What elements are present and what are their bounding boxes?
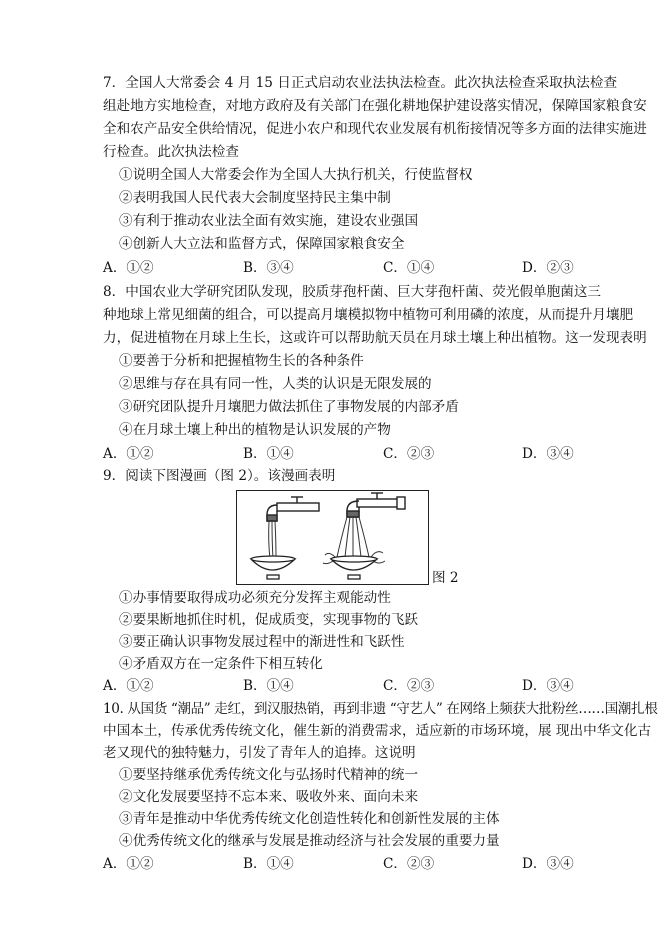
q10-statement-4: ④优秀传统文化的继承与发展是推动经济与社会发展的重要力量 xyxy=(119,833,500,849)
q8-statement-4: ④在月球土壤上种出的植物是认识发展的产物 xyxy=(119,422,391,438)
q8-choice-b[interactable]: B．①④ xyxy=(243,446,294,462)
q8-choice-d[interactable]: D．③④ xyxy=(522,446,574,462)
q7-statement-1: ①说明全国人大常委会作为全国人大执行机关，行使监督权 xyxy=(119,167,473,183)
q10-choice-c[interactable]: C．②③ xyxy=(383,856,435,872)
q9-choice-d[interactable]: D．③④ xyxy=(522,678,574,694)
q7-choice-c[interactable]: C．①④ xyxy=(383,260,435,276)
q9-stem-line-1: 9．阅读下图漫画（图 2）。该漫画表明 xyxy=(103,468,336,484)
figure-caption: 图 2 xyxy=(432,570,459,586)
right-faucet-icon xyxy=(347,493,405,517)
q10-statement-1: ①要坚持继承优秀传统文化与弘扬时代精神的统一 xyxy=(119,767,419,783)
q7-statement-2: ②表明我国人民代表大会制度坚持民主集中制 xyxy=(119,190,391,206)
q10-stem-line-2: 中国本土，传承优秀传统文化，催生新的消费需求，适应新的市场环境，展 现出中华文化古 xyxy=(103,723,652,739)
q7-choice-b[interactable]: B．③④ xyxy=(243,260,294,276)
q8-stem-line-2: 种地球上常见细菌的组合，可以提高月壤模拟物中植物可利用磷的浓度，从而提升月壤肥 xyxy=(103,307,634,323)
q7-stem-line-4: 行检查。此次执法检查 xyxy=(103,144,239,160)
q9-statement-4: ④矛盾双方在一定条件下相互转化 xyxy=(119,656,323,672)
q10-choice-d[interactable]: D．③④ xyxy=(522,856,574,872)
left-bowl-icon xyxy=(251,556,295,579)
q8-choices xyxy=(103,444,583,464)
q8-stem-line-3: 力，促进植物在月球上生长，这或许可以帮助航天员在月球土壤上种出植物。这一发现表明 xyxy=(103,330,647,346)
q10-stem-line-1: 10. 从国货 “潮品” 走红，到汉服热销，再到非遗 “守艺人” 在网络上频获大批粉丝……国潮扎根 xyxy=(103,701,658,717)
q10-choices xyxy=(103,854,583,874)
q7-stem-line-3: 全和农产品安全供给情况，促进小农户和现代农业发展有机衔接情况等多方面的法律实施进 xyxy=(103,121,647,137)
q10-statement-2: ②文化发展要坚持不忘本来、吸收外来、面向未来 xyxy=(119,789,419,805)
q8-choice-a[interactable]: A．①② xyxy=(103,446,154,462)
left-water-stream-icon xyxy=(269,521,276,559)
q7-choice-a[interactable]: A．①② xyxy=(103,260,154,276)
q7-stem-line-2: 组赴地方实地检查，对地方政府及有关部门在强化耕地保护建设落实情况，保障国家粮食安 xyxy=(103,98,647,114)
q9-statement-2: ②要果断地抓住时机，促成质变，实现事物的飞跃 xyxy=(119,612,419,628)
q10-choice-b[interactable]: B．①④ xyxy=(243,856,294,872)
q10-choice-a[interactable]: A．①② xyxy=(103,856,154,872)
right-bowl-icon xyxy=(331,556,377,579)
q8-choice-c[interactable]: C．②③ xyxy=(383,446,435,462)
q7-choice-d[interactable]: D．②③ xyxy=(522,260,574,276)
q9-choice-a[interactable]: A．①② xyxy=(103,678,154,694)
q7-statement-4: ④创新人大立法和监督方式，保障国家粮食安全 xyxy=(119,236,405,252)
q9-statement-1: ①办事情要取得成功必须充分发挥主观能动性 xyxy=(119,590,391,606)
cartoon-illustration xyxy=(237,491,428,584)
q8-stem-line-1: 8．中国农业大学研究团队发现，胶质芽孢杆菌、巨大芽孢杆菌、荧光假单胞菌这三 xyxy=(103,284,602,300)
q8-statement-2: ②思维与存在具有同一性，人类的认识是无限发展的 xyxy=(119,376,432,392)
q9-choices xyxy=(103,676,583,696)
left-faucet-icon xyxy=(267,497,319,521)
q9-choice-c[interactable]: C．②③ xyxy=(383,678,435,694)
q9-statement-3: ③要正确认识事物发展过程中的渐进性和飞跃性 xyxy=(119,634,405,650)
q10-statement-3: ③青年是推动中华优秀传统文化创造性转化和创新性发展的主体 xyxy=(119,811,500,827)
cartoon-figure xyxy=(236,490,429,585)
q10-stem-line-3: 老又现代的独特魅力，引发了青年人的追捧。这说明 xyxy=(103,745,416,761)
q8-statement-3: ③研究团队提升月壤肥力做法抓住了事物发展的内部矛盾 xyxy=(119,399,459,415)
q7-choices xyxy=(103,258,583,278)
q8-statement-1: ①要善于分析和把握植物生长的各种条件 xyxy=(119,353,364,369)
q9-choice-b[interactable]: B．①④ xyxy=(243,678,294,694)
q7-stem-line-1: 7．全国人大常委会 4 月 15 日正式启动农业法执法检查。此次执法检查采取执法检查 xyxy=(103,75,618,91)
q7-statement-3: ③有利于推动农业法全面有效实施，建设农业强国 xyxy=(119,213,419,229)
